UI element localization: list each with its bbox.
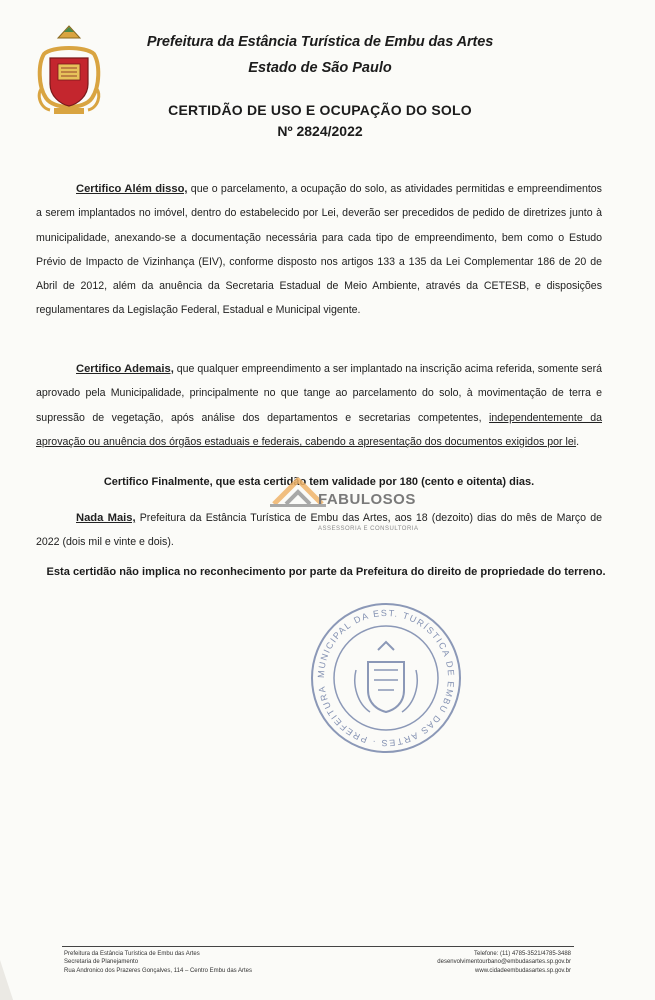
paragraph-1-text: que o parcelamento, a ocupação do solo, as atividades permitidas e empreendimentos a serem implantados no imóvel, dentro do estabelecido por Lei, deverão ser precedidos de pedido de diretrizes junto à municipalidade, anexando-se a documentação necessária para cada tipo de empreendimento, bem como o Estudo Prévio de Impacto de Vizinhança (EIV), conforme disposto nos artigos 133 a 135 da Lei Complementar 186 de 20 de Abril de 2012, além da anuência da Secretaria Estadual de Meio Ambiente, através da CETESB, e disposições regulamentares da Legislação Federal, Estadual e Municipal vigente.	[36, 183, 602, 317]
paragraph-1-lead: Certifico Além disso,	[76, 183, 188, 195]
seal-text: MUNICIPAL DA EST. TURÍSTICA DE EMBU DAS ARTES · PREFEITURA	[315, 607, 457, 749]
municipal-crest-icon	[36, 24, 102, 116]
watermark-tagline: ASSESSORIA E CONSULTORIA	[318, 526, 419, 532]
paragraph-2-lead: Certifico Ademais,	[76, 363, 174, 375]
header-state: Estado de São Paulo	[248, 60, 392, 76]
paragraph-2-text: que qualquer empreendimento a ser implantado na inscrição acima referida, somente será aprovado pela Municipalidade, principalmente no que tange ao parcelamento do solo, à movimentação de terra e supressão de vegetação, após análise dos departamentos e secretarias competentes,	[36, 363, 602, 424]
footer-website: www.cidadeembudasartes.sp.gov.br	[475, 967, 571, 974]
paragraph-2	[36, 357, 602, 454]
footer-divider	[62, 946, 574, 947]
footer-phone: Telefone: (11) 4785-3521/4785-3488	[474, 951, 571, 957]
svg-text:MUNICIPAL DA EST. TURÍSTICA DE	[316, 608, 456, 748]
paragraph-2-underlined: independentemente da aprovação ou anuência dos órgãos estaduais e federais, cabendo a apresentação dos documentos exigidos por lei	[36, 411, 602, 448]
document-title: CERTIDÃO DE USO E OCUPAÇÃO DO SOLO	[168, 102, 472, 118]
paragraph-2-end: .	[576, 435, 580, 448]
footer-department: Secretaria de Planejamento	[64, 959, 139, 966]
paragraph-4-text: Prefeitura da Estância Turística de Embu das Artes, aos 18 (dezoito) dias do mês de Março de 2022 (dois mil e vinte e dois).	[36, 512, 602, 549]
footer-address	[64, 950, 252, 975]
paragraph-4	[36, 506, 602, 555]
footer-contact	[437, 950, 571, 975]
footer-street: Rua Andronico dos Prazeres Gonçalves, 114 – Centro Embu das Artes	[64, 967, 252, 974]
watermark-brand: FABULOSOS	[318, 491, 416, 508]
document-number: Nº 2824/2022	[277, 123, 363, 139]
paragraph-1	[36, 177, 602, 323]
official-seal-icon	[308, 600, 464, 756]
paragraph-4-lead: Nada Mais,	[76, 512, 136, 524]
header-municipality: Prefeitura da Estância Turística de Embu das Artes	[146, 34, 494, 50]
paragraph-3: Certifico Finalmente, que esta certidão tem validade por 180 (cento e oitenta) dias.	[103, 476, 535, 488]
ownership-notice: Esta certidão não implica no reconhecimento por parte da Prefeitura do direito de propriedade do terreno.	[46, 566, 606, 578]
footer-email: desenvolvimentourbano@embudasartes.sp.gov.br	[437, 959, 571, 966]
footer-org-name: Prefeitura da Estância Turística de Embu das Artes	[64, 951, 200, 957]
